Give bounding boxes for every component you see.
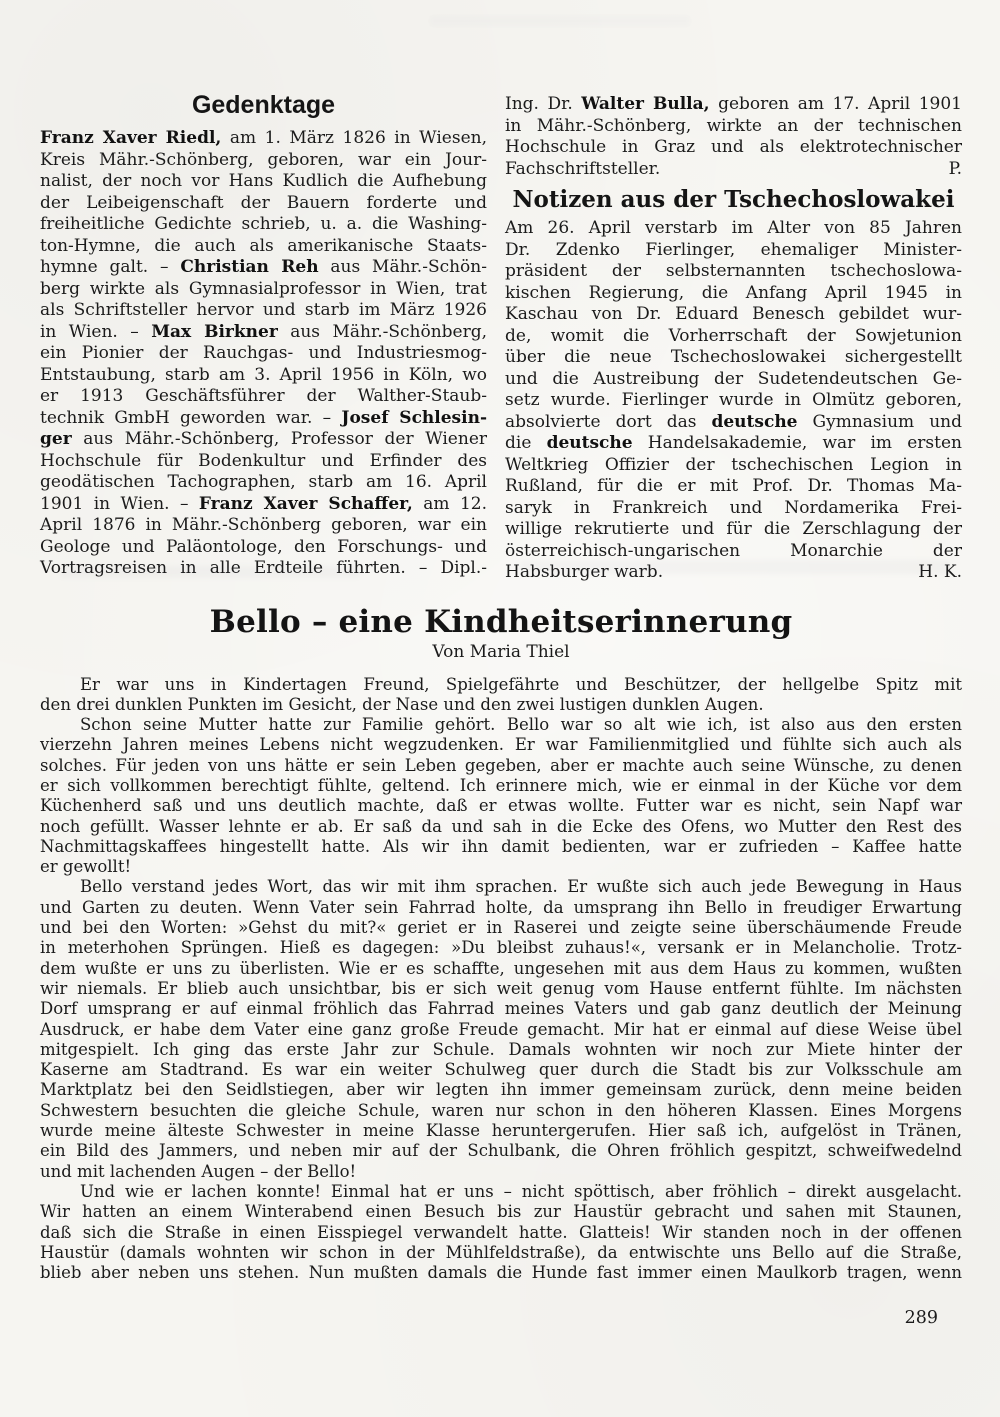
text-line: Küchenherd saß und uns deutlich machte, daß er etwas wollte. Futter war es nicht, sein Napf war xyxy=(40,796,962,816)
article-paragraph xyxy=(40,877,962,1181)
text-line: österreichisch-ungarischen Monarchie der xyxy=(505,540,962,561)
text-line: technik GmbH geworden war. – Josef Schlesin- xyxy=(40,407,487,428)
page-number: 289 xyxy=(904,1308,938,1328)
text-line: geodätischen Tachographen, starb am 16. April xyxy=(40,472,487,492)
text-line: noch gefüllt. Wasser lehnte er ab. Er saß da und sah in die Ecke des Ofens, wo Mutter den Rest des xyxy=(40,816,962,836)
text-line: Wir hatten an einem Winterabend einen Besuch bis zur Haustür gebracht und sahen mit Staunen, xyxy=(40,1202,962,1222)
bleed-through-smudge xyxy=(60,566,360,578)
text-line: Rußland, für die er mit Prof. Dr. Thomas Ma- xyxy=(505,476,962,496)
text-line: nalist, der noch vor Hans Kudlich die Aufhebung xyxy=(40,171,487,191)
text-line: absolvierte dort das deutsche Gymnasium und xyxy=(505,411,962,432)
text-line: Und wie er lachen konnte! Einmal hat er uns – nicht spöttisch, aber fröhlich – direkt ausgelacht. xyxy=(80,1181,962,1201)
text-line: solches. Für jeden von uns hätte er sein Leben gegeben, aber er machte auch seine Wünsche, zu denen xyxy=(40,755,962,775)
text-line: Hochschule in Graz und als elektrotechnischer xyxy=(505,137,962,157)
text-line: Dr. Zdenko Fierlinger, ehemaliger Minister- xyxy=(505,239,962,260)
article-byline: Von Maria Thiel xyxy=(432,641,570,662)
text-line: ein Bild des Jammers, und neben mir auf der Schulbank, die Ohren fröhlich gespitzt, schweifwedelnd xyxy=(40,1141,962,1161)
text-line: willige rekrutierte und für die Zerschlagung der xyxy=(505,519,962,539)
article-paragraph xyxy=(40,715,962,877)
gedenktage-text xyxy=(40,128,487,580)
text-line: Bello verstand jedes Wort, das wir mit ihm sprachen. Er wußte sich auch jede Bewegung in Haus xyxy=(80,877,962,897)
text-line: setz wurde. Fierlinger wurde in Olmütz geboren, xyxy=(505,390,962,410)
text-line: Ing. Dr. Walter Bulla, geboren am 17. April 1901 xyxy=(505,94,962,114)
bleed-through-smudge xyxy=(60,845,70,857)
bleed-through-smudge xyxy=(430,16,690,26)
article-title: Bello – eine Kindheitserinnerung xyxy=(209,603,793,640)
text-line: de, womit die Vorherrschaft der Sowjetunion xyxy=(505,325,962,346)
text-line: Am 26. April verstarb im Alter von 85 Jahren xyxy=(505,218,962,238)
text-line: 1901 in Wien. – Franz Xaver Schaffer, am 12. xyxy=(40,493,487,514)
text-line: und die Austreibung der Sudetendeutschen Ge- xyxy=(505,368,962,389)
text-line: wir niemals. Er blieb auch unsichtbar, bis er sich weit genug vom Hause entfernt fühlte. Im nächsten xyxy=(40,978,962,998)
text-line: Vortragsreisen in alle Erdteile führten. – Dipl.- xyxy=(40,558,487,578)
text-line: er sich vollkommen berechtigt fühlte, geltend. Ich erinnere mich, wie er einmal in der Küche vor dem xyxy=(40,775,962,795)
notizen-text xyxy=(505,218,962,584)
text-line: Er war uns in Kindertagen Freund, Spielgefährte und Beschützer, der hellgelbe Spitz mit xyxy=(80,674,962,694)
two-column-section xyxy=(40,92,962,584)
text-line: und mit lachenden Augen – der Bello! xyxy=(40,1161,357,1181)
text-line: und bei den Worten: »Gehst du mit?« geriet er in Raserei und zeigte seine überschäumende Freude xyxy=(40,918,962,938)
text-line: blieb aber neben uns stehen. Nun mußten damals die Hunde fast immer einen Maulkorb tragen, wenn xyxy=(40,1263,962,1283)
text-line: Haustür (damals wohnten wir schon in der Mühlfeldstraße), da entwischte uns Bello auf die Straße, xyxy=(40,1242,962,1262)
text-line: Weltkrieg Offizier der tschechischen Legion in xyxy=(505,454,962,475)
article-paragraph xyxy=(40,1182,962,1283)
text-line: Schon seine Mutter hatte zur Familie gehört. Bello war so alt wie ich, ist also aus den ersten xyxy=(80,715,962,735)
bleed-through-smudge xyxy=(520,560,950,574)
text-line: April 1876 in Mähr.-Schönberg geboren, war ein xyxy=(40,515,487,535)
text-line: Nachmittagskaffees hingestellt hatte. Als wir ihn damit bedienten, war er zufrieden – Kaffee hatte xyxy=(40,836,962,856)
text-line: kischen Regierung, die Anfang April 1945 in xyxy=(505,282,962,303)
article-body xyxy=(40,675,962,1284)
text-line: hymne galt. – Christian Reh aus Mähr.-Schön- xyxy=(40,257,487,277)
text-line: er gewollt! xyxy=(40,857,132,877)
text-line: berg wirkte als Gymnasialprofessor in Wien, trat xyxy=(40,278,487,299)
text-line: Dorf umsprang er auf einmal fröhlich das Fahrrad meines Vaters und gab ganz deutlich der Meinung xyxy=(40,999,962,1019)
text-line: die deutsche Handelsakademie, war im ersten xyxy=(505,433,962,453)
text-line: Kreis Mähr.-Schönberg, geboren, war ein Jour- xyxy=(40,149,487,170)
article-paragraph xyxy=(40,675,962,716)
text-line: Kaserne am Stadtrand. Es war ein weiter Schulweg quer durch die Stadt bis zur Volksschule am xyxy=(40,1060,962,1080)
text-line: in meterhohen Sprüngen. Hieß es dagegen: »Du bleibst zuhaus!«, versank er in Melancholie. Trotz- xyxy=(40,938,962,958)
text-line: Franz Xaver Riedl, am 1. März 1826 in Wiesen, xyxy=(40,128,487,148)
text-line: Kaschau von Dr. Eduard Benesch gebildet wur- xyxy=(505,304,962,324)
text-line: ein Pionier der Rauchgas- und Industriesmog- xyxy=(40,343,487,363)
text-line: in Wien. – Max Birkner aus Mähr.-Schönberg, xyxy=(40,321,488,342)
gedenktage-heading: Gedenktage xyxy=(191,91,336,119)
text-line: vierzehn Jahren meines Lebens nicht wegzudenken. Er war Familienmitglied und fühlte sich auch als xyxy=(40,735,962,755)
text-line: über die neue Tschechoslowakei sichergestellt xyxy=(505,347,962,367)
text-line: als Schriftsteller hervor und starb im März 1926 xyxy=(40,300,487,320)
text-line: präsident der selbsternannten tschechoslowa- xyxy=(505,261,962,281)
notizen-heading: Notizen aus der Tschechoslowakei xyxy=(512,186,955,213)
text-line: den drei dunklen Punkten im Gesicht, der Nase und den zwei lustigen dunklen Augen. xyxy=(40,694,764,714)
text-line: saryk in Frankreich und Nordamerika Frei- xyxy=(505,497,962,518)
right-column-section xyxy=(505,92,962,584)
text-line: ger aus Mähr.-Schönberg, Professor der Wiener xyxy=(40,429,487,449)
text-line: daß sich die Straße in einen Eisspiegel verwandelt hatte. Glatteis! Wir standen noch in der offenen xyxy=(40,1222,962,1242)
text-line: freiheitliche Gedichte schrieb, u. a. die Washing- xyxy=(40,214,487,234)
text-line: und Garten zu deuten. Wenn Vater sein Fahrrad holte, da umsprang ihn Bello in freudiger Erwartung xyxy=(40,897,962,917)
text-line: der Leibeigenschaft der Bauern forderte und xyxy=(40,192,487,213)
text-line: ton-Hymne, die auch als amerikanische Staats- xyxy=(40,235,487,256)
text-line: mitgespielt. Ich ging das erste Jahr zur Schule. Damals wohnten wir noch zur Miete hinter der xyxy=(40,1039,962,1059)
text-line: Fachschriftsteller. P. xyxy=(505,158,962,179)
text-line: Schwestern besuchten die gleiche Schule, waren nur schon in den höheren Klassen. Eines Morgens xyxy=(40,1100,962,1120)
text-line: dem wußte er uns zu überlisten. Wie er es schaffte, ungesehen mit aus dem Haus zu kommen, wußten xyxy=(40,958,962,978)
text-line: Hochschule für Bodenkultur und Erfinder des xyxy=(40,450,487,471)
text-line: Habsburger warb. H. K. xyxy=(505,562,962,582)
gedenktage-section xyxy=(40,92,487,584)
text-line: er 1913 Geschäftsführer der Walther-Staub- xyxy=(40,386,487,406)
bulla-obituary-text xyxy=(505,94,962,180)
text-line: Geologe und Paläontologe, den Forschungs- und xyxy=(40,536,487,557)
text-line: Marktplatz bei den Seidlstiegen, aber wir legten ihn immer gemeinsam zurück, denn meine beiden xyxy=(40,1080,962,1100)
text-line: Entstaubung, starb am 3. April 1956 in Köln, wo xyxy=(40,364,487,385)
text-line: wurde meine älteste Schwester in meine Klasse heruntergerufen. Hier saß ich, aufgelöst in Tränen, xyxy=(40,1121,962,1141)
text-line: in Mähr.-Schönberg, wirkte an der technischen xyxy=(505,115,962,136)
text-line: Ausdruck, er habe dem Vater eine ganz große Freude gemacht. Mir hat er einmal auf diese Weise übel xyxy=(40,1019,962,1039)
